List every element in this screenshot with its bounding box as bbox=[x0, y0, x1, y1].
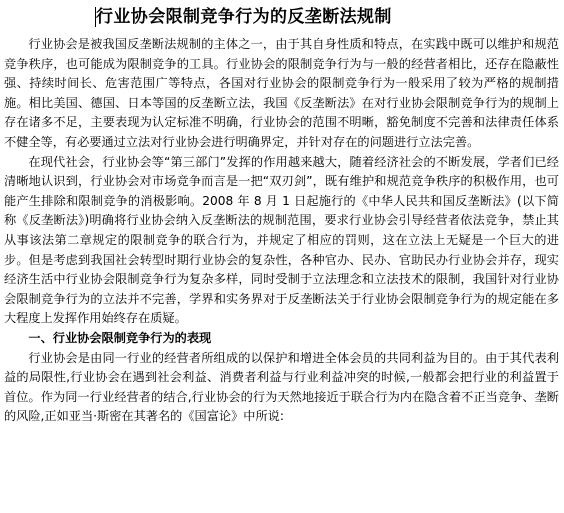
document-title: 行业协会限制竞争行为的反垄断法规制 bbox=[96, 7, 392, 27]
paragraph-section-one: 行业协会是由同一行业的经营者所组成的以保护和增进全体会员的共同利益为目的。由于其代表利益的局限性,行业协会在遇到社会利益、消费者利益与行业利益冲突的时候,一般都会把行业的利益置于首位。作为同一行业经营者的结合,行业协会的行为天然地接近于联合行为内在隐含着不正当竞争、垄断的风险,正如亚当·斯密在其著名的《国富论》中所说: bbox=[4, 350, 559, 424]
section-heading: 一、行业协会限制竞争行为的表现 bbox=[28, 330, 212, 345]
document-body bbox=[4, 35, 559, 509]
paragraph-abstract: 行业协会是被我国反垄断法规制的主体之一，由于其自身性质和特点，在实践中既可以维护和规范竞争秩序，也可能成为限制竞争的工具。行业协会的限制竞争行为与一般的经营者相比，还存在隐蔽性强、持续时间长、危害范围广等特点，各国对行业协会的限制竞争行为一般采用了较为严格的规制措施。相比美国、德国、日本等国的反垄断立法，我国《反垄断法》在对行业协会限制竞争行为的规制上存在诸多不足，主要表现为认定标准不明确，行业协会的范围不明晰，豁免制度不完善和法律责任体系不健全等，有必要通过立法对行业协会进行明确界定，并针对存在的问题进行立法完善。 bbox=[4, 37, 559, 149]
paragraph-introduction: 在现代社会，行业协会等“第三部门”发挥的作用越来越大，随着经济社会的不断发展，学者们已经清晰地认识到，行业协会对市场竞争而言是一把“双刃剑”，既有维护和规范竞争秩序的积极作用，也可能产生排除和限制竞争的消极影响。2008 年 8 月 1 日起施行的《中华人民共和国反垄断法》(以下简称《反垄断法》)明确将行业协会纳入反垄断法的规制范围，要求行业协会引导经营者依法竞争，禁止其从事该法第二章规定的限制竞争的联合行为，并规定了相应的罚则，这在立法上无疑是一个巨大的进步。但是考虑到我国社会转型时期行业协会的复杂性，各种官办、民办、官助民办行业协会并存，现实经济生活中行业协会限制竞争行为复杂多样，同时受制于立法理念和立法技术的限制，我国针对行业协会限制竞争行为的立法并不完善，学界和实务界对于反垄断法关于行业协会限制竞争行为的规定能在多大程度上发挥作用始终存在质疑。 bbox=[4, 154, 559, 326]
